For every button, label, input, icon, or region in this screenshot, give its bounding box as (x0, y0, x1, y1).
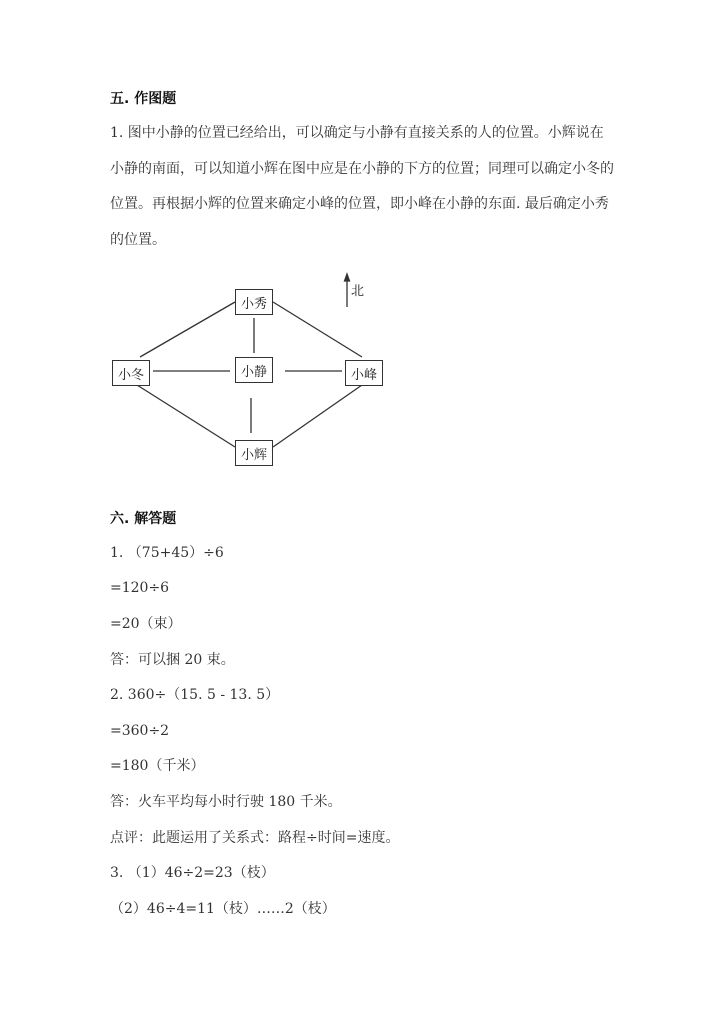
answer-line: 点评：此题运用了关系式：路程÷时间=速度。 (110, 830, 400, 846)
node-xiaofeng: 小峰 (345, 360, 383, 386)
section-6-heading: 六. 解答题 (110, 511, 177, 527)
section-5-explanation: 1. 图中小静的位置已经给出，可以确定与小静有直接关系的人的位置。小辉说在小静的南面，可以知道小辉在图中应是在小静的下方的位置；同理可以确定小冬的位置。再根据小辉的位置来确定小峰的位置，即小峰在小静的东面. 最后确定小秀的位置。 (110, 125, 614, 248)
answer-line: 2. 360÷（15. 5 - 13. 5） (110, 687, 280, 703)
node-xiaojing: 小静 (235, 357, 273, 383)
answer-line: 答：可以捆 20 束。 (110, 652, 235, 668)
node-xiaohui: 小辉 (235, 440, 273, 466)
node-xiaodong: 小冬 (112, 360, 150, 386)
node-xiaoxiu: 小秀 (235, 289, 273, 315)
answer-line: =180（千米） (110, 758, 205, 774)
answer-line: 答：火车平均每小时行驶 180 千米。 (110, 794, 342, 810)
answer-line: 1. （75+45）÷6 (110, 545, 224, 561)
answer-line: =120÷6 (110, 580, 170, 596)
position-diagram (100, 265, 400, 475)
north-label: 北 (351, 284, 365, 299)
answer-line: 3. （1）46÷2=23（枝） (110, 865, 275, 881)
section-5-heading: 五. 作图题 (110, 91, 177, 107)
answer-line: =360÷2 (110, 723, 170, 739)
answer-line: （2）46÷4=11（枝）……2（枝） (110, 901, 336, 917)
answer-line: =20（束） (110, 616, 182, 632)
